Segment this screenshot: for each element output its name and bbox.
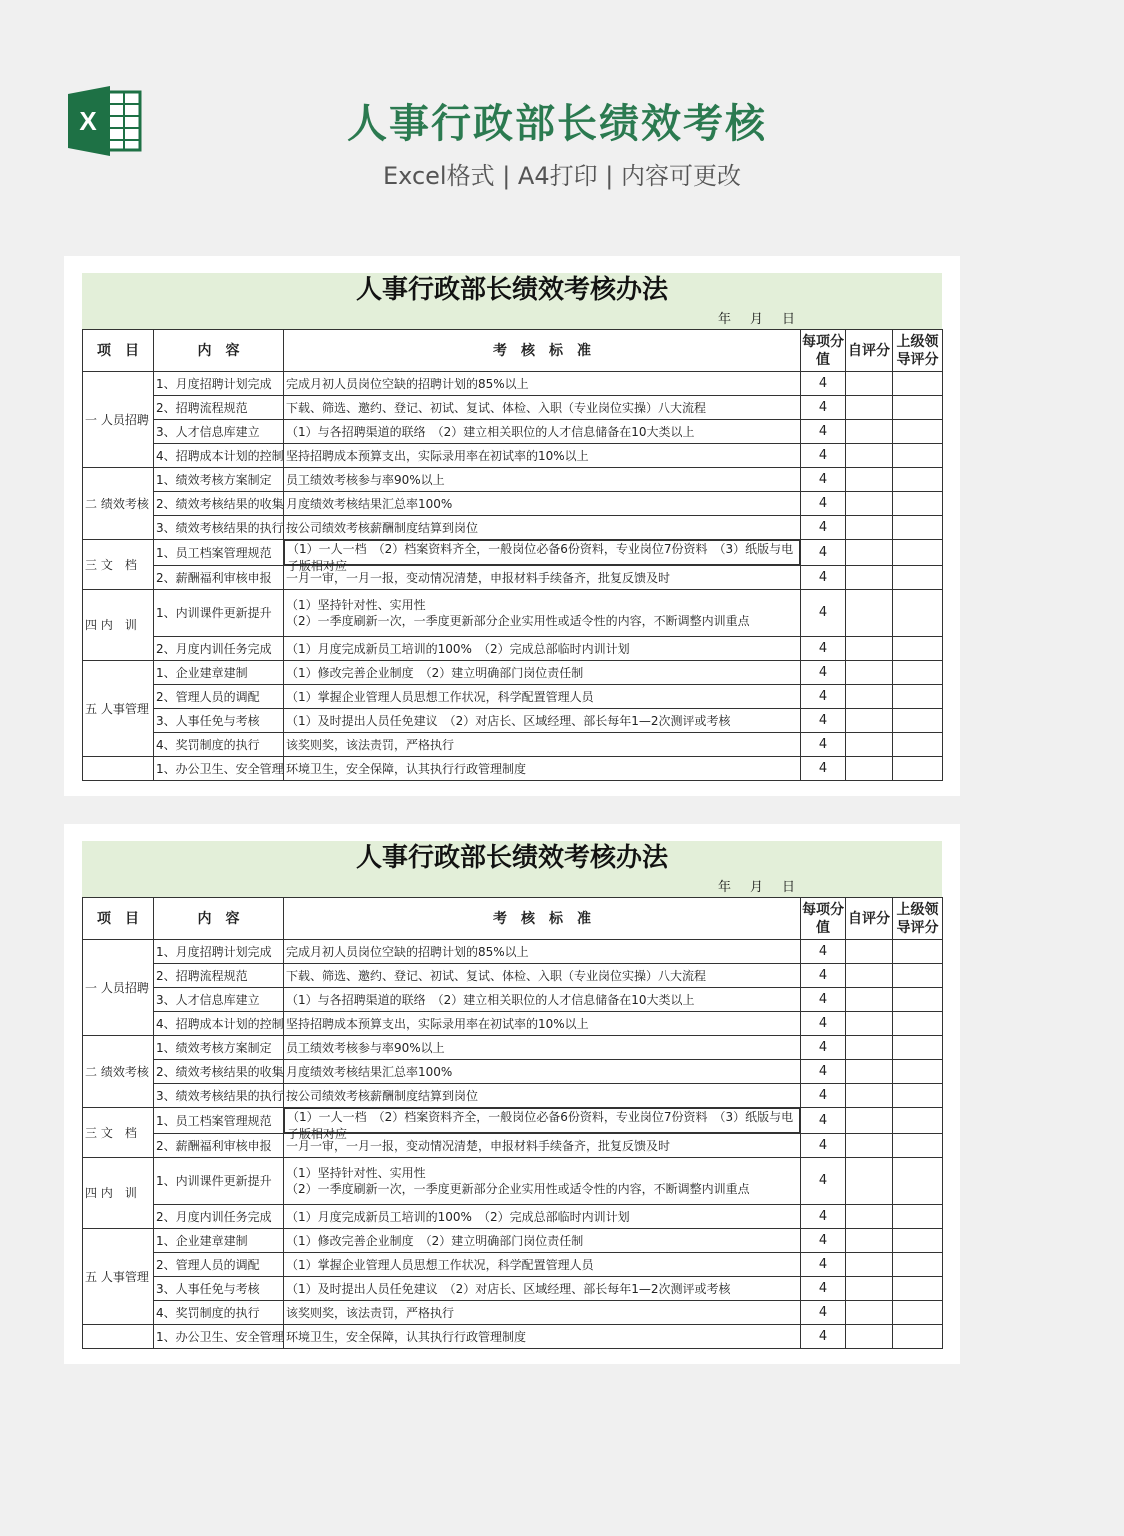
self-score-input[interactable] xyxy=(846,1253,893,1277)
content-cell: 2、月度内训任务完成 xyxy=(154,1205,284,1229)
content-cell: 4、奖罚制度的执行 xyxy=(154,733,284,757)
table-row xyxy=(83,1060,943,1084)
criteria-cell: 坚持招聘成本预算支出，实际录用率在初试率的10%以上 xyxy=(284,1012,801,1036)
content-cell: 1、企业建章建制 xyxy=(154,1229,284,1253)
criteria-cell: 下载、筛选、邀约、登记、初试、复试、体检、入职（专业岗位实操）八大流程 xyxy=(284,964,801,988)
criteria-cell: （1）一人一档 （2）档案资料齐全，一般岗位必备6份资料，专业岗位7份资料 （3）纸版与电子版相对应 xyxy=(284,540,800,565)
score-cell: 4 xyxy=(801,709,846,733)
header-item: 项 目 xyxy=(83,330,154,372)
content-cell: 2、招聘流程规范 xyxy=(154,396,284,420)
score-cell: 4 xyxy=(801,492,846,516)
criteria-cell: （1）修改完善企业制度 （2）建立明确部门岗位责任制 xyxy=(284,1229,801,1253)
leader-score-input[interactable] xyxy=(893,1253,943,1277)
table-row xyxy=(83,396,943,420)
criteria-cell: 月度绩效考核结果汇总率100% xyxy=(284,1060,801,1084)
table-row xyxy=(83,685,943,709)
self-score-input[interactable] xyxy=(846,1205,893,1229)
content-cell: 2、薪酬福利审核申报 xyxy=(154,566,284,590)
table-row xyxy=(83,492,943,516)
date-line: 年 月 日 xyxy=(717,880,798,895)
content-cell: 1、员工档案管理规范 xyxy=(154,1108,284,1134)
self-score-input[interactable] xyxy=(846,396,893,420)
table-row xyxy=(83,444,943,468)
criteria-cell: （1）及时提出人员任免建议 （2）对店长、区域经理、部长每年1—2次测评或考核 xyxy=(284,709,801,733)
header-leader: 上级领导评分 xyxy=(893,330,943,372)
leader-score-input[interactable] xyxy=(893,940,943,964)
score-cell: 4 xyxy=(801,940,846,964)
table-row xyxy=(83,988,943,1012)
content-cell: 1、员工档案管理规范 xyxy=(154,540,284,566)
self-score-input[interactable] xyxy=(846,1134,893,1158)
criteria-cell: （1）月度完成新员工培训的100% （2）完成总部临时内训计划 xyxy=(284,637,801,661)
score-cell: 4 xyxy=(801,1012,846,1036)
table-row xyxy=(83,1134,943,1158)
self-score-input[interactable] xyxy=(846,661,893,685)
leader-score-input[interactable] xyxy=(893,1277,943,1301)
leader-score-input[interactable] xyxy=(893,372,943,396)
self-score-input[interactable] xyxy=(846,1229,893,1253)
leader-score-input[interactable] xyxy=(893,540,943,566)
category-cell: 一 人员招聘 xyxy=(83,940,154,1036)
leader-score-input[interactable] xyxy=(893,1134,943,1158)
table-row xyxy=(83,590,943,637)
content-cell: 3、人事任免与考核 xyxy=(154,1277,284,1301)
score-cell: 4 xyxy=(801,1325,846,1349)
self-score-input[interactable] xyxy=(846,1012,893,1036)
self-score-input[interactable] xyxy=(846,420,893,444)
score-cell: 4 xyxy=(801,590,846,637)
self-score-input[interactable] xyxy=(846,733,893,757)
date-line: 年 月 日 xyxy=(717,312,798,327)
leader-score-input[interactable] xyxy=(893,468,943,492)
sheet-title: 人事行政部长绩效考核办法 xyxy=(355,275,668,305)
leader-score-input[interactable] xyxy=(893,492,943,516)
score-cell: 4 xyxy=(801,540,846,566)
self-score-input[interactable] xyxy=(846,1108,893,1134)
content-cell: 1、办公卫生、安全管理 xyxy=(154,1325,284,1349)
self-score-input[interactable] xyxy=(846,1301,893,1325)
leader-score-input[interactable] xyxy=(893,685,943,709)
criteria-cell: 员工绩效考核参与率90%以上 xyxy=(284,468,801,492)
header-score: 每项分值 xyxy=(801,330,846,372)
header-criteria: 考 核 标 准 xyxy=(284,898,801,940)
score-cell: 4 xyxy=(801,468,846,492)
leader-score-input[interactable] xyxy=(893,1325,943,1349)
preview-card-1 xyxy=(64,256,960,796)
leader-score-input[interactable] xyxy=(893,1229,943,1253)
content-cell: 1、内训课件更新提升 xyxy=(154,1158,284,1205)
content-cell: 4、招聘成本计划的控制 xyxy=(154,444,284,468)
self-score-input[interactable] xyxy=(846,1325,893,1349)
criteria-cell: 该奖则奖，该法责罚，严格执行 xyxy=(284,733,801,757)
score-cell: 4 xyxy=(801,1134,846,1158)
sheet-title: 人事行政部长绩效考核办法 xyxy=(355,843,668,873)
content-cell: 4、招聘成本计划的控制 xyxy=(154,1012,284,1036)
score-cell: 4 xyxy=(801,1036,846,1060)
table-row xyxy=(83,1253,943,1277)
leader-score-input[interactable] xyxy=(893,757,943,781)
table-row xyxy=(83,940,943,964)
criteria-line: （1）坚持针对性、实用性 xyxy=(286,1166,426,1180)
leader-score-input[interactable] xyxy=(893,1012,943,1036)
score-cell: 4 xyxy=(801,1301,846,1325)
leader-score-input[interactable] xyxy=(893,637,943,661)
self-score-input[interactable] xyxy=(846,709,893,733)
leader-score-input[interactable] xyxy=(893,420,943,444)
page-subtitle: Excel格式 | A4打印 | 内容可更改 xyxy=(383,162,741,190)
score-cell: 4 xyxy=(801,566,846,590)
content-cell: 3、人事任免与考核 xyxy=(154,709,284,733)
score-cell: 4 xyxy=(801,1205,846,1229)
self-score-input[interactable] xyxy=(846,540,893,566)
content-cell: 4、奖罚制度的执行 xyxy=(154,1301,284,1325)
criteria-cell xyxy=(284,590,801,637)
score-cell: 4 xyxy=(801,964,846,988)
criteria-cell: （1）一人一档 （2）档案资料齐全，一般岗位必备6份资料，专业岗位7份资料 （3）纸版与电子版相对应 xyxy=(284,1108,800,1133)
category-cell: 一 人员招聘 xyxy=(83,372,154,468)
table-row xyxy=(83,468,943,492)
table-row xyxy=(83,566,943,590)
criteria-cell: 按公司绩效考核薪酬制度结算到岗位 xyxy=(284,516,801,540)
score-cell: 4 xyxy=(801,1229,846,1253)
self-score-input[interactable] xyxy=(846,516,893,540)
score-cell: 4 xyxy=(801,372,846,396)
criteria-cell: 环境卫生，安全保障，认其执行行政管理制度 xyxy=(284,1325,801,1349)
score-cell: 4 xyxy=(801,733,846,757)
score-cell: 4 xyxy=(801,685,846,709)
table-row xyxy=(83,516,943,540)
self-score-input[interactable] xyxy=(846,1084,893,1108)
table-row xyxy=(83,709,943,733)
category-cell: 五 人事管理 xyxy=(83,1229,154,1325)
self-score-input[interactable] xyxy=(846,1036,893,1060)
self-score-input[interactable] xyxy=(846,468,893,492)
table-row xyxy=(83,1325,943,1349)
content-cell: 2、月度内训任务完成 xyxy=(154,637,284,661)
table-row xyxy=(83,964,943,988)
table-row xyxy=(83,757,943,781)
header-item: 项 目 xyxy=(83,898,154,940)
header-leader: 上级领导评分 xyxy=(893,898,943,940)
leader-score-input[interactable] xyxy=(893,566,943,590)
score-cell: 4 xyxy=(801,1158,846,1205)
table-row xyxy=(83,1205,943,1229)
content-cell: 1、绩效考核方案制定 xyxy=(154,468,284,492)
category-cell: 五 人事管理 xyxy=(83,661,154,757)
criteria-cell: 一月一审，一月一报，变动情况清楚，申报材料手续备齐，批复反馈及时 xyxy=(284,1134,801,1158)
content-cell: 2、管理人员的调配 xyxy=(154,685,284,709)
page-title: 人事行政部长绩效考核 xyxy=(347,101,767,147)
criteria-cell: 一月一审，一月一报，变动情况清楚，申报材料手续备齐，批复反馈及时 xyxy=(284,566,801,590)
header-self: 自评分 xyxy=(846,898,893,940)
criteria-cell: （1）及时提出人员任免建议 （2）对店长、区域经理、部长每年1—2次测评或考核 xyxy=(284,1277,801,1301)
table-row xyxy=(83,1084,943,1108)
header-self: 自评分 xyxy=(846,330,893,372)
table-row xyxy=(83,1036,943,1060)
category-cell: 三 文 档 xyxy=(83,540,154,590)
score-cell: 4 xyxy=(801,396,846,420)
self-score-input[interactable] xyxy=(846,757,893,781)
table-row xyxy=(83,637,943,661)
criteria-cell: （1）修改完善企业制度 （2）建立明确部门岗位责任制 xyxy=(284,661,801,685)
self-score-input[interactable] xyxy=(846,637,893,661)
category-cell: 四 内 训 xyxy=(83,590,154,661)
header-content: 内 容 xyxy=(154,330,284,372)
leader-score-input[interactable] xyxy=(893,1060,943,1084)
self-score-input[interactable] xyxy=(846,566,893,590)
criteria-cell: 完成月初人员岗位空缺的招聘计划的85%以上 xyxy=(284,940,801,964)
criteria-cell: （1）掌握企业管理人员思想工作状况，科学配置管理人员 xyxy=(284,685,801,709)
criteria-line: （2）一季度刷新一次，一季度更新部分企业实用性或适令性的内容，不断调整内训重点 xyxy=(286,614,750,628)
preview-card-2 xyxy=(64,824,960,1364)
leader-score-input[interactable] xyxy=(893,1036,943,1060)
criteria-cell xyxy=(284,1158,801,1205)
content-cell: 3、绩效考核结果的执行 xyxy=(154,1084,284,1108)
criteria-cell: （1）月度完成新员工培训的100% （2）完成总部临时内训计划 xyxy=(284,1205,801,1229)
header-criteria: 考 核 标 准 xyxy=(284,330,801,372)
category-cell xyxy=(83,757,154,781)
self-score-input[interactable] xyxy=(846,1060,893,1084)
table-row xyxy=(83,420,943,444)
leader-score-input[interactable] xyxy=(893,964,943,988)
leader-score-input[interactable] xyxy=(893,1205,943,1229)
leader-score-input[interactable] xyxy=(893,1084,943,1108)
leader-score-input[interactable] xyxy=(893,1108,943,1134)
sheet xyxy=(82,273,942,781)
content-cell: 1、企业建章建制 xyxy=(154,661,284,685)
leader-score-input[interactable] xyxy=(893,709,943,733)
criteria-line: （1）坚持针对性、实用性 xyxy=(286,598,426,612)
criteria-cell: 月度绩效考核结果汇总率100% xyxy=(284,492,801,516)
leader-score-input[interactable] xyxy=(893,988,943,1012)
criteria-cell: 环境卫生，安全保障，认其执行行政管理制度 xyxy=(284,757,801,781)
table-header-row xyxy=(83,898,943,940)
criteria-cell: （1）与各招聘渠道的联络 （2）建立相关职位的人才信息储备在10大类以上 xyxy=(284,420,801,444)
leader-score-input[interactable] xyxy=(893,733,943,757)
table-row xyxy=(83,1229,943,1253)
content-cell: 1、绩效考核方案制定 xyxy=(154,1036,284,1060)
criteria-cell: （1）与各招聘渠道的联络 （2）建立相关职位的人才信息储备在10大类以上 xyxy=(284,988,801,1012)
score-cell: 4 xyxy=(801,661,846,685)
table-row xyxy=(83,1108,943,1134)
leader-score-input[interactable] xyxy=(893,516,943,540)
sheet-title-bar xyxy=(82,273,942,329)
criteria-cell: 完成月初人员岗位空缺的招聘计划的85%以上 xyxy=(284,372,801,396)
content-cell: 1、月度招聘计划完成 xyxy=(154,372,284,396)
self-score-input[interactable] xyxy=(846,444,893,468)
self-score-input[interactable] xyxy=(846,964,893,988)
content-cell: 1、月度招聘计划完成 xyxy=(154,940,284,964)
self-score-input[interactable] xyxy=(846,372,893,396)
content-cell: 3、人才信息库建立 xyxy=(154,988,284,1012)
score-cell: 4 xyxy=(801,1277,846,1301)
content-cell: 2、招聘流程规范 xyxy=(154,964,284,988)
criteria-cell: 下载、筛选、邀约、登记、初试、复试、体检、入职（专业岗位实操）八大流程 xyxy=(284,396,801,420)
score-cell: 4 xyxy=(801,1060,846,1084)
score-cell: 4 xyxy=(801,988,846,1012)
table-row xyxy=(83,1277,943,1301)
leader-score-input[interactable] xyxy=(893,396,943,420)
content-cell: 1、内训课件更新提升 xyxy=(154,590,284,637)
criteria-line: （2）一季度刷新一次，一季度更新部分企业实用性或适令性的内容，不断调整内训重点 xyxy=(286,1182,750,1196)
table-row xyxy=(83,1158,943,1205)
criteria-cell: 员工绩效考核参与率90%以上 xyxy=(284,1036,801,1060)
table-row xyxy=(83,540,943,566)
header-content: 内 容 xyxy=(154,898,284,940)
score-cell: 4 xyxy=(801,1253,846,1277)
self-score-input[interactable] xyxy=(846,1158,893,1205)
assessment-table xyxy=(82,329,943,781)
table-row xyxy=(83,661,943,685)
assessment-table xyxy=(82,897,943,1349)
score-cell: 4 xyxy=(801,444,846,468)
score-cell: 4 xyxy=(801,1108,846,1134)
score-cell: 4 xyxy=(801,516,846,540)
header-score: 每项分值 xyxy=(801,898,846,940)
content-cell: 3、绩效考核结果的执行 xyxy=(154,516,284,540)
table-row xyxy=(83,1301,943,1325)
self-score-input[interactable] xyxy=(846,988,893,1012)
category-cell xyxy=(83,1325,154,1349)
table-row xyxy=(83,1012,943,1036)
content-cell: 1、办公卫生、安全管理 xyxy=(154,757,284,781)
score-cell: 4 xyxy=(801,757,846,781)
criteria-cell: 按公司绩效考核薪酬制度结算到岗位 xyxy=(284,1084,801,1108)
criteria-cell: 该奖则奖，该法责罚，严格执行 xyxy=(284,1301,801,1325)
table-row xyxy=(83,372,943,396)
svg-text:X: X xyxy=(79,106,97,136)
content-cell: 2、管理人员的调配 xyxy=(154,1253,284,1277)
table-row xyxy=(83,733,943,757)
category-cell: 四 内 训 xyxy=(83,1158,154,1229)
content-cell: 2、薪酬福利审核申报 xyxy=(154,1134,284,1158)
category-cell: 二 绩效考核 xyxy=(83,468,154,540)
self-score-input[interactable] xyxy=(846,492,893,516)
leader-score-input[interactable] xyxy=(893,1158,943,1205)
content-cell: 3、人才信息库建立 xyxy=(154,420,284,444)
category-cell: 二 绩效考核 xyxy=(83,1036,154,1108)
self-score-input[interactable] xyxy=(846,940,893,964)
leader-score-input[interactable] xyxy=(893,590,943,637)
self-score-input[interactable] xyxy=(846,590,893,637)
self-score-input[interactable] xyxy=(846,685,893,709)
table-header-row xyxy=(83,330,943,372)
category-cell: 三 文 档 xyxy=(83,1108,154,1158)
sheet xyxy=(82,841,942,1349)
score-cell: 4 xyxy=(801,1084,846,1108)
self-score-input[interactable] xyxy=(846,1277,893,1301)
criteria-cell: （1）掌握企业管理人员思想工作状况，科学配置管理人员 xyxy=(284,1253,801,1277)
content-cell: 2、绩效考核结果的收集 xyxy=(154,1060,284,1084)
sheet-title-bar xyxy=(82,841,942,897)
score-cell: 4 xyxy=(801,637,846,661)
score-cell: 4 xyxy=(801,420,846,444)
leader-score-input[interactable] xyxy=(893,444,943,468)
leader-score-input[interactable] xyxy=(893,661,943,685)
criteria-cell: 坚持招聘成本预算支出，实际录用率在初试率的10%以上 xyxy=(284,444,801,468)
content-cell: 2、绩效考核结果的收集 xyxy=(154,492,284,516)
leader-score-input[interactable] xyxy=(893,1301,943,1325)
